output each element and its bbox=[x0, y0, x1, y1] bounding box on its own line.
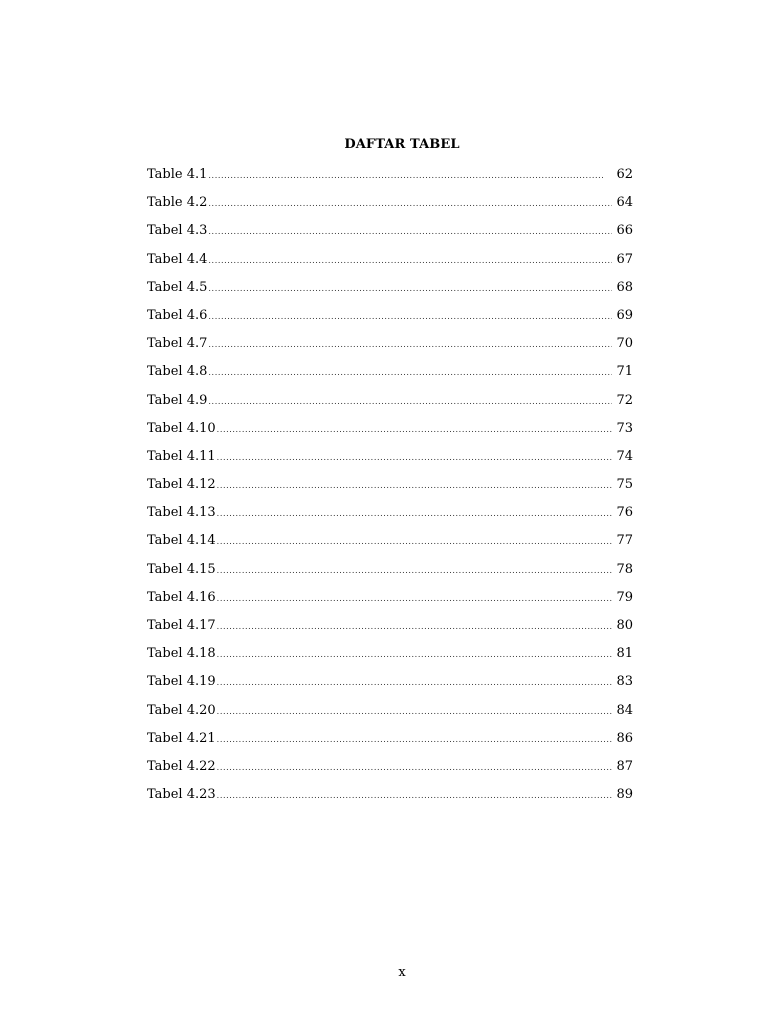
toc-entry-label: Tabel 4.20 bbox=[147, 702, 216, 718]
toc-dot-leader bbox=[217, 504, 612, 524]
toc-dot-leader bbox=[208, 251, 612, 271]
toc-dot-leader bbox=[217, 730, 612, 750]
toc-entry-label: Table 4.2 bbox=[147, 195, 208, 211]
toc-entry[interactable] bbox=[147, 165, 633, 193]
toc-entry-page: 83 bbox=[616, 674, 633, 690]
toc-entry[interactable] bbox=[147, 503, 633, 531]
toc-entry[interactable] bbox=[147, 419, 633, 447]
toc-entry-page: 86 bbox=[616, 730, 633, 746]
toc-dot-leader bbox=[208, 222, 612, 242]
toc-entry-label: Tabel 4.9 bbox=[147, 392, 208, 408]
toc-entry[interactable] bbox=[147, 672, 633, 700]
toc-entry-page: 72 bbox=[616, 392, 633, 408]
toc-entry-page: 81 bbox=[616, 646, 633, 662]
toc-dot-leader bbox=[208, 279, 612, 299]
toc-dot-leader bbox=[217, 589, 612, 609]
toc-entry[interactable] bbox=[147, 644, 633, 672]
toc-entry-label: Tabel 4.4 bbox=[147, 251, 208, 267]
toc-entry-page: 62 bbox=[616, 167, 633, 182]
toc-entry[interactable] bbox=[147, 475, 633, 503]
toc-entry[interactable] bbox=[147, 221, 633, 249]
toc-entry-page: 80 bbox=[616, 618, 633, 633]
toc-dot-leader bbox=[217, 448, 612, 468]
toc-dot-leader bbox=[208, 194, 612, 214]
toc-dot-leader bbox=[208, 166, 603, 186]
toc-entry-label: Tabel 4.10 bbox=[147, 420, 216, 436]
toc-entry[interactable] bbox=[147, 531, 633, 559]
toc-dot-leader bbox=[217, 420, 612, 440]
toc-entry-label: Tabel 4.3 bbox=[147, 223, 208, 239]
toc-entry-label: Tabel 4.14 bbox=[147, 533, 216, 549]
toc-entry-page: 71 bbox=[616, 364, 633, 380]
toc-entry-page: 73 bbox=[616, 420, 633, 436]
toc-entry[interactable] bbox=[147, 757, 633, 785]
page-title: DAFTAR TABEL bbox=[344, 137, 460, 152]
toc-entry-page: 78 bbox=[616, 561, 633, 577]
toc-dot-leader bbox=[217, 476, 612, 496]
toc-entry-label: Tabel 4.15 bbox=[147, 561, 216, 577]
toc-entry-label: Tabel 4.12 bbox=[147, 477, 216, 493]
toc-entry-page: 70 bbox=[616, 336, 633, 352]
toc-entry-page: 76 bbox=[616, 505, 633, 521]
toc-entry-label: Table 4.1 bbox=[147, 167, 208, 182]
toc-dot-leader bbox=[208, 335, 612, 355]
toc-entry-label: Tabel 4.8 bbox=[147, 364, 208, 380]
toc-entry-page: 77 bbox=[616, 533, 633, 549]
toc-entry-label: Tabel 4.18 bbox=[147, 646, 216, 662]
toc-entry[interactable] bbox=[147, 334, 633, 362]
toc-entry-label: Tabel 4.16 bbox=[147, 589, 216, 605]
toc-entry-page: 87 bbox=[616, 758, 633, 774]
toc-entry[interactable] bbox=[147, 616, 633, 644]
toc-entry-label: Tabel 4.22 bbox=[147, 758, 216, 774]
toc-dot-leader bbox=[217, 561, 612, 581]
toc-entry[interactable] bbox=[147, 193, 633, 221]
toc-entry[interactable] bbox=[147, 391, 633, 419]
toc-entry-page: 74 bbox=[616, 448, 633, 464]
toc-entry-page: 67 bbox=[616, 251, 633, 267]
toc-entry[interactable] bbox=[147, 278, 633, 306]
toc-entry-label: Tabel 4.23 bbox=[147, 787, 216, 803]
toc-dot-leader bbox=[217, 645, 612, 665]
toc-dot-leader bbox=[208, 363, 612, 383]
page-number: x bbox=[398, 965, 406, 980]
toc-entry[interactable] bbox=[147, 250, 633, 278]
toc-entry-page: 66 bbox=[616, 223, 633, 239]
toc-entry-label: Tabel 4.11 bbox=[147, 448, 216, 464]
toc-entry-label: Tabel 4.5 bbox=[147, 279, 208, 295]
toc-entry-page: 89 bbox=[616, 787, 633, 803]
toc-entry[interactable] bbox=[147, 362, 633, 390]
toc-entry[interactable] bbox=[147, 729, 633, 757]
toc-entry[interactable] bbox=[147, 588, 633, 616]
toc-entry-label: Tabel 4.17 bbox=[147, 618, 216, 633]
toc-dot-leader bbox=[217, 532, 612, 552]
toc-entry[interactable] bbox=[147, 447, 633, 475]
toc-entry[interactable] bbox=[147, 701, 633, 729]
toc-dot-leader bbox=[217, 702, 612, 722]
toc-dot-leader bbox=[217, 786, 612, 806]
toc-entry-page: 64 bbox=[616, 195, 633, 211]
toc-entry-page: 79 bbox=[616, 589, 633, 605]
toc-entry-label: Tabel 4.21 bbox=[147, 730, 216, 746]
toc-dot-leader bbox=[208, 307, 612, 327]
toc-entry[interactable] bbox=[147, 306, 633, 334]
toc-dot-leader bbox=[208, 392, 612, 412]
toc-entry-page: 68 bbox=[616, 279, 633, 295]
toc-entry-label: Tabel 4.6 bbox=[147, 307, 208, 323]
toc-entry-page: 75 bbox=[616, 477, 633, 493]
toc-entry-page: 69 bbox=[616, 307, 633, 323]
toc-dot-leader bbox=[217, 617, 612, 637]
toc-dot-leader bbox=[217, 758, 612, 778]
toc-entry[interactable] bbox=[147, 560, 633, 588]
table-of-tables bbox=[147, 165, 633, 813]
toc-entry-label: Tabel 4.7 bbox=[147, 336, 208, 352]
toc-entry-label: Tabel 4.19 bbox=[147, 674, 216, 690]
toc-entry[interactable] bbox=[147, 785, 633, 813]
toc-entry-label: Tabel 4.13 bbox=[147, 505, 216, 521]
toc-entry-page: 84 bbox=[616, 702, 633, 718]
toc-dot-leader bbox=[217, 673, 612, 693]
